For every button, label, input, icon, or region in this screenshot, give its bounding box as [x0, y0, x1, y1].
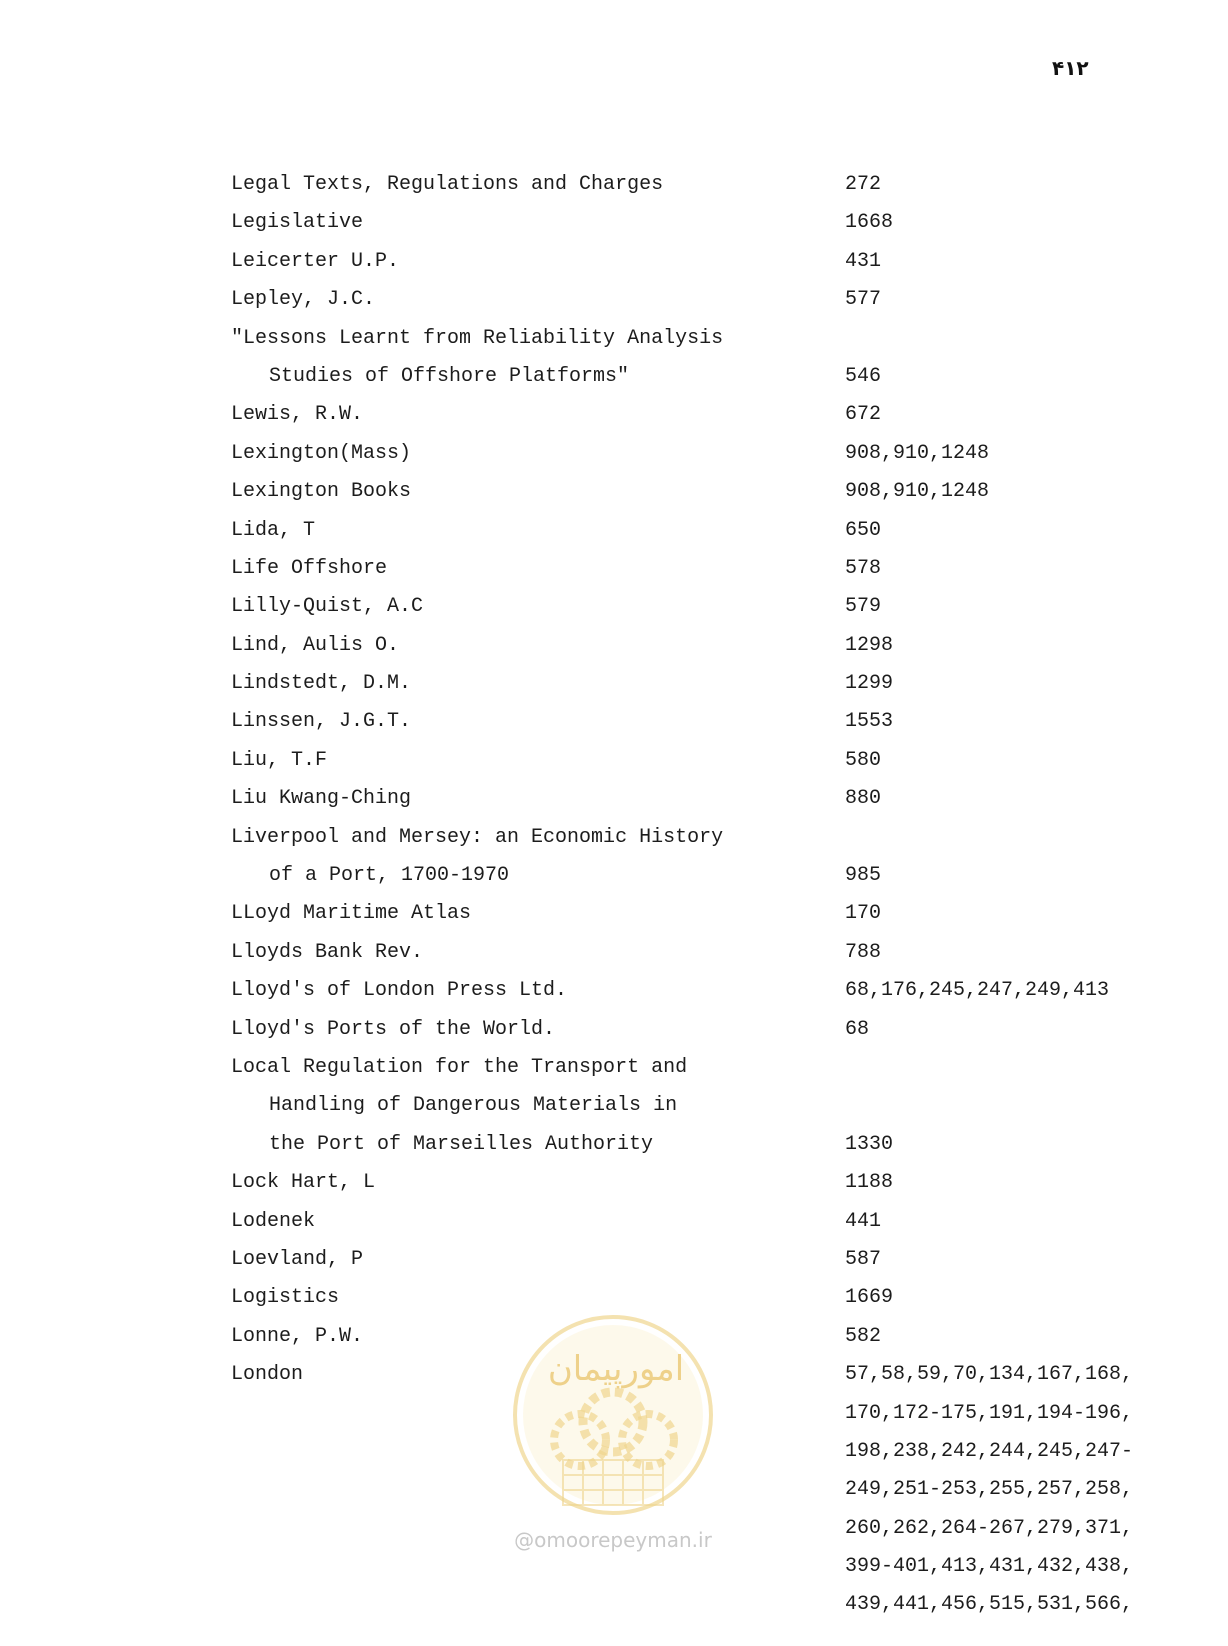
index-entry	[231, 396, 1161, 434]
term-line: Lilly-Quist, A.C	[231, 595, 424, 619]
page-ref-line: 170	[845, 902, 882, 926]
page-ref-line	[845, 1087, 1161, 1125]
index-entry	[231, 243, 1161, 281]
entry-term	[231, 780, 845, 818]
index-entry	[231, 972, 1161, 1010]
page-ref-line: 1299	[845, 672, 894, 696]
page-ref-line: 198,238,242,244,245,247-	[845, 1439, 1134, 1463]
page-ref-line: 650	[845, 518, 882, 542]
entry-page-refs	[845, 1356, 1161, 1625]
page-ref-line: 68	[845, 1017, 870, 1041]
term-continuation-line: Studies of Offshore Platforms"	[269, 364, 630, 388]
entry-term	[231, 665, 845, 703]
page-ref-line	[845, 1049, 1161, 1087]
page-number: ۴۱۲	[1052, 56, 1089, 80]
entry-page-refs	[845, 780, 1161, 818]
term-line: LLoyd Maritime Atlas	[231, 902, 472, 926]
entry-page-refs	[845, 320, 1161, 397]
term-continuation-line: the Port of Marseilles Authority	[269, 1132, 654, 1156]
entry-page-refs	[845, 627, 1161, 665]
entry-page-refs	[845, 396, 1161, 434]
page-ref-line: 580	[845, 748, 882, 772]
entry-page-refs	[845, 281, 1161, 319]
entry-term	[231, 742, 845, 780]
term-continuation-line: Handling of Dangerous Materials in	[269, 1094, 678, 1118]
page-ref-line: 1298	[845, 633, 894, 657]
entry-term	[231, 320, 845, 397]
term-line: Loevland, P	[231, 1247, 364, 1271]
page-ref-line: 68,176,245,247,249,413	[845, 979, 1110, 1003]
term-line: Lexington(Mass)	[231, 441, 412, 465]
page-ref-line: 399-401,413,431,432,438,	[845, 1555, 1134, 1579]
entry-page-refs	[845, 819, 1161, 896]
index-entry	[231, 934, 1161, 972]
entry-page-refs	[845, 166, 1161, 204]
page-ref-line: 672	[845, 403, 882, 427]
page-ref-line: 441	[845, 1209, 882, 1233]
entry-page-refs	[845, 1318, 1161, 1356]
page-ref-line: 546	[845, 364, 882, 388]
page-ref-line: 439,441,456,515,531,566,	[845, 1593, 1134, 1617]
page-ref-line: 587	[845, 1247, 882, 1271]
index-entry	[231, 435, 1161, 473]
entry-page-refs	[845, 1049, 1161, 1164]
page-ref-line: 249,251-253,255,257,258,	[845, 1478, 1134, 1502]
page-ref-line: 880	[845, 787, 882, 811]
term-line: Legislative	[231, 211, 364, 235]
page-ref-line: 272	[845, 173, 882, 196]
term-line: Local Regulation for the Transport and	[231, 1055, 688, 1079]
term-line: Lloyds Bank Rev.	[231, 940, 424, 964]
term-line: Linssen, J.G.T.	[231, 710, 412, 734]
index-entry	[231, 627, 1161, 665]
page-ref-line: 1553	[845, 710, 894, 734]
entry-page-refs	[845, 934, 1161, 972]
index-entry	[231, 703, 1161, 741]
term-line: Logistics	[231, 1286, 340, 1310]
page-ref-line: 582	[845, 1324, 882, 1348]
entry-term	[231, 895, 845, 933]
term-line: Lida, T	[231, 518, 316, 542]
index-entry	[231, 895, 1161, 933]
term-line: Life Offshore	[231, 556, 388, 580]
entry-term	[231, 703, 845, 741]
term-line: "Lessons Learnt from Reliability Analysis	[231, 326, 724, 350]
term-line: London	[231, 1363, 304, 1387]
index-entry	[231, 1241, 1161, 1279]
entry-page-refs	[845, 742, 1161, 780]
entry-term	[231, 166, 845, 204]
entry-page-refs	[845, 1203, 1161, 1241]
page-ref-line: 1330	[845, 1132, 894, 1156]
index-entry	[231, 665, 1161, 703]
page-ref-line: 1668	[845, 211, 894, 235]
page-ref-line: 1188	[845, 1171, 894, 1195]
page-ref-line: 579	[845, 595, 882, 619]
index-entry	[231, 512, 1161, 550]
watermark	[508, 1310, 718, 1580]
term-line: Leicerter U.P.	[231, 249, 400, 273]
entry-page-refs	[845, 588, 1161, 626]
entry-page-refs	[845, 204, 1161, 242]
entry-page-refs	[845, 703, 1161, 741]
entry-term	[231, 281, 845, 319]
entry-page-refs	[845, 243, 1161, 281]
entry-term	[231, 550, 845, 588]
term-line: Legal Texts, Regulations and Charges	[231, 173, 664, 196]
entry-term	[231, 1241, 845, 1279]
entry-term	[231, 1203, 845, 1241]
page-ref-line	[845, 320, 1161, 358]
term-line: Liverpool and Mersey: an Economic History	[231, 825, 724, 849]
entry-page-refs	[845, 972, 1161, 1010]
entry-page-refs	[845, 435, 1161, 473]
entry-term	[231, 1049, 845, 1164]
term-line: Liu Kwang-Ching	[231, 787, 412, 811]
term-line: Lodenek	[231, 1209, 316, 1233]
entry-page-refs	[845, 550, 1161, 588]
index-entry	[231, 588, 1161, 626]
index-entry	[231, 1011, 1161, 1049]
index-entry	[231, 473, 1161, 511]
entry-term	[231, 588, 845, 626]
term-line: Lock Hart, L	[231, 1171, 376, 1195]
entry-page-refs	[845, 1164, 1161, 1202]
page-ref-line: 57,58,59,70,134,167,168,	[845, 1363, 1134, 1387]
entry-page-refs	[845, 512, 1161, 550]
index-entry	[231, 204, 1161, 242]
entry-term	[231, 396, 845, 434]
entry-page-refs	[845, 665, 1161, 703]
entry-term	[231, 1164, 845, 1202]
entry-term	[231, 473, 845, 511]
entry-page-refs	[845, 1011, 1161, 1049]
entry-page-refs	[845, 1279, 1161, 1317]
entry-page-refs	[845, 473, 1161, 511]
term-line: Lind, Aulis O.	[231, 633, 400, 657]
page-ref-line: 578	[845, 556, 882, 580]
term-line: Lonne, P.W.	[231, 1324, 364, 1348]
entry-term	[231, 512, 845, 550]
entry-term	[231, 204, 845, 242]
watermark-logo-script: امورپیمان	[547, 1349, 685, 1389]
index-entry	[231, 281, 1161, 319]
term-line: Lexington Books	[231, 480, 412, 504]
entry-term	[231, 1011, 845, 1049]
page-ref-line: 577	[845, 288, 882, 312]
entry-page-refs	[845, 895, 1161, 933]
index-entry	[231, 819, 1161, 896]
index-entry	[231, 1203, 1161, 1241]
term-line: Lepley, J.C.	[231, 288, 376, 312]
term-line: Liu, T.F	[231, 748, 328, 772]
page-ref-line: 1669	[845, 1286, 894, 1310]
entry-page-refs	[845, 1241, 1161, 1279]
entry-term	[231, 243, 845, 281]
entry-term	[231, 819, 845, 896]
term-line: Lewis, R.W.	[231, 403, 364, 427]
page-ref-line: 985	[845, 864, 882, 888]
index-entry	[231, 166, 1161, 204]
index-entry	[231, 780, 1161, 818]
page-ref-line: 908,910,1248	[845, 480, 990, 504]
term-line: Lloyd's Ports of the World.	[231, 1017, 556, 1041]
page-ref-line: 170,172-175,191,194-196,	[845, 1401, 1134, 1425]
term-continuation-line	[231, 1586, 845, 1624]
page-ref-line: 260,262,264-267,279,371,	[845, 1516, 1134, 1540]
entry-term	[231, 972, 845, 1010]
index-entry	[231, 1049, 1161, 1164]
index-entry	[231, 742, 1161, 780]
watermark-text: @omoorepeyman.ir	[514, 1528, 712, 1552]
index-entry	[231, 320, 1161, 397]
page-ref-line: 908,910,1248	[845, 441, 990, 465]
index-entry	[231, 550, 1161, 588]
term-continuation-line: of a Port, 1700-1970	[269, 864, 510, 888]
page-ref-line: 431	[845, 249, 882, 273]
entry-term	[231, 934, 845, 972]
entry-term	[231, 627, 845, 665]
page-ref-line	[845, 819, 1161, 857]
index-entry	[231, 1164, 1161, 1202]
page-ref-line: 788	[845, 940, 882, 964]
watermark-logo-icon	[508, 1310, 718, 1525]
entry-term	[231, 435, 845, 473]
term-line: Lloyd's of London Press Ltd.	[231, 979, 568, 1003]
term-line: Lindstedt, D.M.	[231, 672, 412, 696]
